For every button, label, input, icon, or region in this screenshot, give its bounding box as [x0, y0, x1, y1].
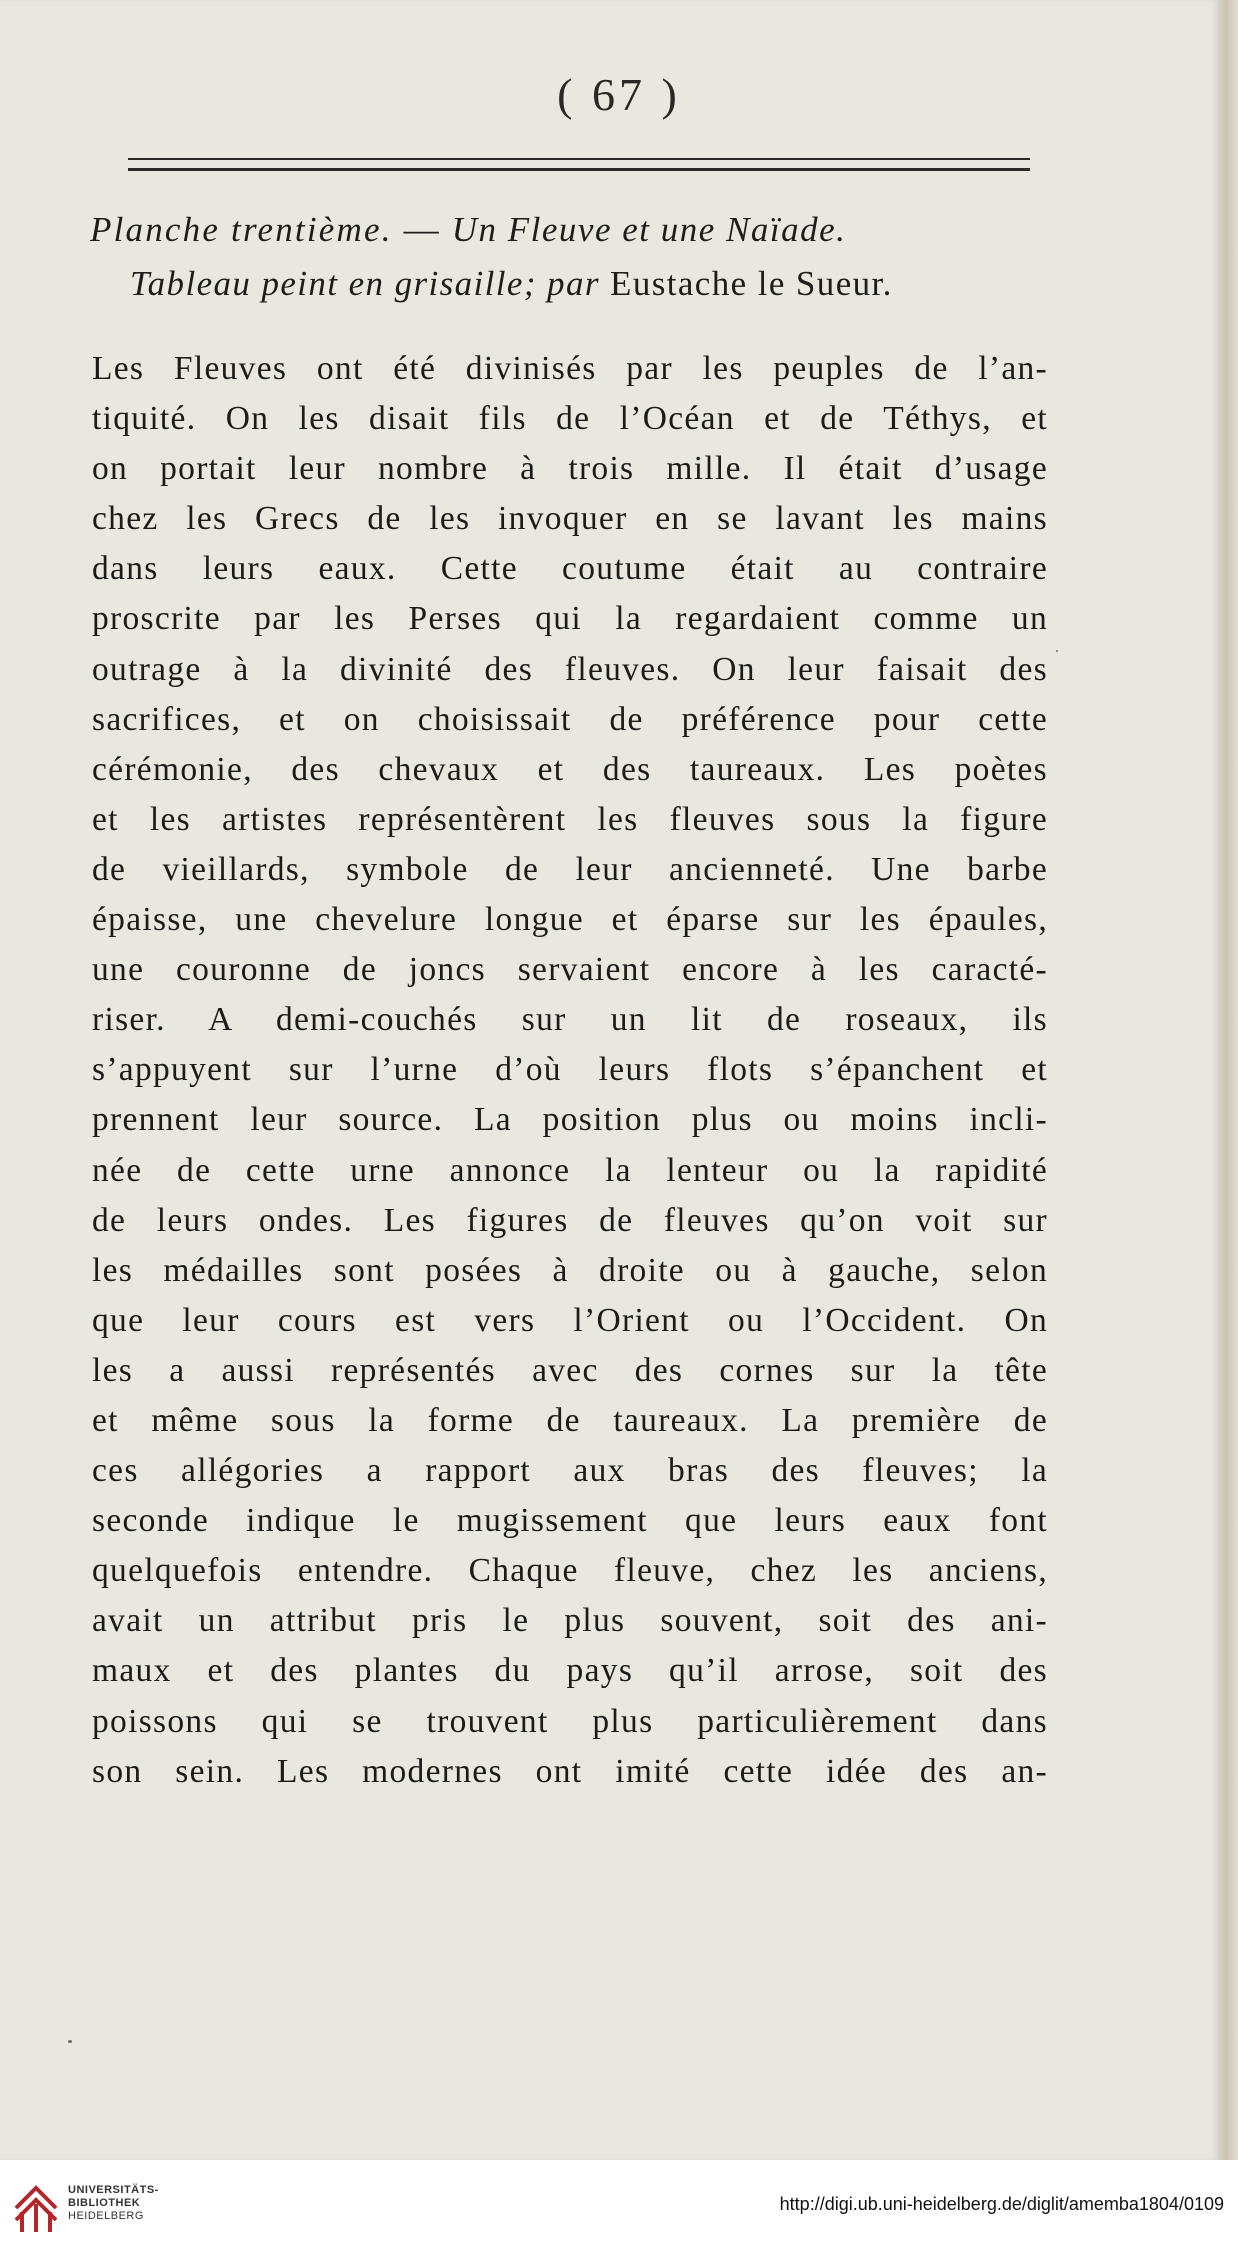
text-line: chez les Grecs de les invoquer en se lavant les mains: [92, 500, 1048, 538]
logo-line: UNIVERSITÄTS-: [68, 2184, 159, 2196]
text-line: son sein. Les modernes ont imité cette idée des an-: [92, 1752, 1048, 1790]
library-logo-icon: [12, 2174, 60, 2238]
text-line: sacrifices, et on choisissait de préférence pour cette: [92, 700, 1048, 738]
text-line: dans leurs eaux. Cette coutume était au contraire: [92, 550, 1048, 588]
digitization-footer: [0, 2160, 1238, 2252]
plate-title: Planche trentième.: [90, 210, 393, 249]
text-line: Les Fleuves ont été divinisés par les peuples de l’an-: [92, 350, 1048, 387]
page-number: ( 67 ): [557, 69, 681, 120]
text-line: née de cette urne annonce la lenteur ou la rapidité: [92, 1151, 1048, 1189]
text-line: prennent leur source. La position plus ou moins incli-: [92, 1101, 1048, 1139]
text-line: seconde indique le mugissement que leurs eaux font: [92, 1502, 1048, 1540]
plate-medium: Tableau peint en grisaille; par: [130, 264, 600, 303]
body-text: [92, 344, 1048, 1797]
plate-caption-line-1: [90, 210, 1090, 250]
text-line: outrage à la divinité des fleuves. On leur faisait des: [92, 650, 1048, 688]
text-line: les médailles sont posées à droite ou à gauche, selon: [92, 1251, 1048, 1289]
page-edge: [1218, 0, 1238, 2160]
logo-line: BIBLIOTHEK: [68, 2197, 141, 2209]
text-line: épaisse, une chevelure longue et éparse sur les épaules,: [92, 901, 1048, 939]
text-line: avait un attribut pris le plus souvent, soit des ani-: [92, 1602, 1048, 1640]
text-line: tiquité. On les disait fils de l’Océan et de Téthys, et: [92, 400, 1048, 438]
text-line: s’appuyent sur l’urne d’où leurs flots s’épanchent et: [92, 1051, 1048, 1089]
caption-dash: —: [403, 210, 441, 249]
text-line: de vieillards, symbole de leur ancienneté. Une barbe: [92, 850, 1048, 888]
text-line: ces allégories a rapport aux bras des fleuves; la: [92, 1452, 1048, 1490]
text-line: on portait leur nombre à trois mille. Il était d’usage: [92, 450, 1048, 488]
source-url[interactable]: http://digi.ub.uni-heidelberg.de/diglit/amemba1804/0109: [779, 2194, 1224, 2214]
plate-subject: Un Fleuve et une Naïade.: [451, 210, 847, 249]
header-rule-thick: [128, 168, 1030, 171]
plate-author: Eustache le Sueur.: [610, 264, 893, 303]
paper-speck: [68, 2040, 72, 2043]
plate-caption-line-2: [130, 264, 1130, 304]
header-rule-thin: [128, 158, 1030, 160]
text-line: une couronne de joncs servaient encore à les caracté-: [92, 951, 1048, 989]
text-line: proscrite par les Perses qui la regardaient comme un: [92, 600, 1048, 638]
text-line: cérémonie, des chevaux et des taureaux. Les poètes: [92, 750, 1048, 788]
text-line: de leurs ondes. Les figures de fleuves qu’on voit sur: [92, 1201, 1048, 1239]
logo-line: HEIDELBERG: [68, 2210, 144, 2222]
text-line: les a aussi représentés avec des cornes sur la tête: [92, 1351, 1048, 1389]
paper-speck: [1056, 650, 1058, 652]
library-logo-text: [68, 2184, 159, 2223]
text-line: et même sous la forme de taureaux. La première de: [92, 1401, 1048, 1439]
text-line: poissons qui se trouvent plus particulièrement dans: [92, 1702, 1048, 1740]
text-line: quelquefois entendre. Chaque fleuve, chez les anciens,: [92, 1552, 1048, 1590]
text-line: riser. A demi-couchés sur un lit de roseaux, ils: [92, 1001, 1048, 1039]
text-line: que leur cours est vers l’Orient ou l’Occident. On: [92, 1301, 1048, 1339]
text-line: maux et des plantes du pays qu’il arrose, soit des: [92, 1652, 1048, 1690]
text-line: et les artistes représentèrent les fleuves sous la figure: [92, 800, 1048, 838]
